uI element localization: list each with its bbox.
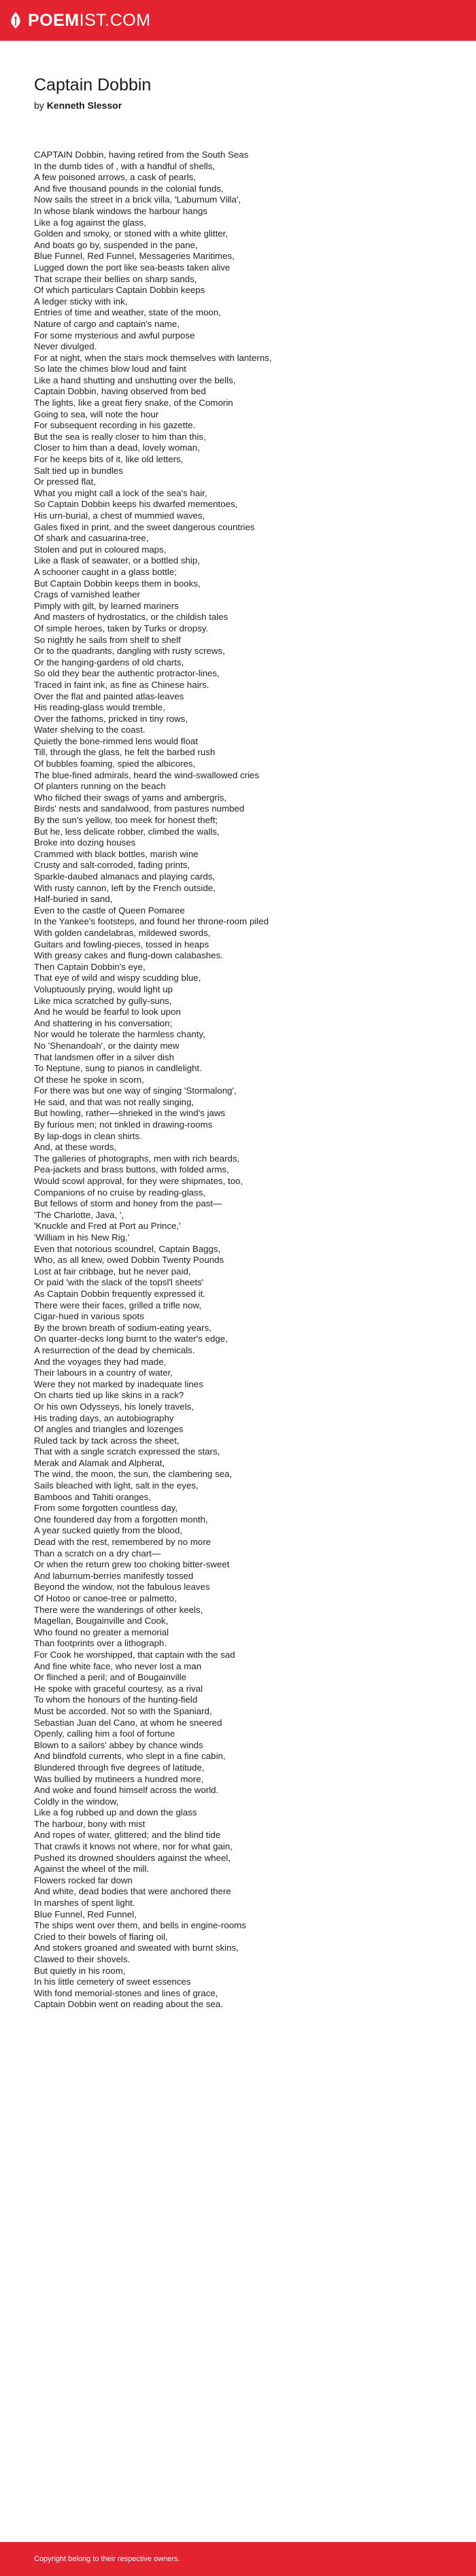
- poem-line: The wind, the moon, the sun, the clambering sea,: [34, 1469, 233, 1480]
- poem-line: With rusty cannon, left by the French outside,: [34, 882, 216, 893]
- poem-line: Against the wheel of the mill.: [34, 1864, 150, 1875]
- poem-line: For some mysterious and awful purpose: [34, 330, 195, 341]
- poem-line: In the Yankee's footsteps, and found her throne-room piled: [34, 916, 269, 927]
- poem-line: And laburnum-berries manifestly tossed: [34, 1570, 194, 1581]
- poem-line: Who, as all knew, owed Dobbin Twenty Pounds: [34, 1255, 224, 1266]
- poem-line: Pushed its drowned shoulders against the wheel,: [34, 1852, 231, 1863]
- poem-line: There were the wanderings of other keels,: [34, 1604, 203, 1615]
- poem-line: Or flinched a peril; and of Bougainville: [34, 1672, 186, 1683]
- poem-line: Merak and Alamak and Alpherat,: [34, 1457, 165, 1468]
- poem-line: No 'Shenandoah', or the dainty mew: [34, 1040, 180, 1051]
- poem-line: That scrape their bellies on sharp sands,: [34, 273, 197, 284]
- poem-line: Were they not marked by inadequate lines: [34, 1378, 203, 1389]
- by-label: by: [34, 100, 44, 111]
- poem-line: But fellows of storm and honey from the past—: [34, 1198, 222, 1209]
- poem-line: Companions of no cruise by reading-glass,: [34, 1187, 206, 1198]
- poem-line: What you might call a lock of the sea's hair,: [34, 487, 207, 498]
- poem-line: 'The Charlotte, Java, ',: [34, 1209, 124, 1220]
- poem-line: So Captain Dobbin keeps his dwarfed mementoes,: [34, 499, 238, 510]
- poem-line: And stokers groaned and sweated with burnt skins,: [34, 1943, 239, 1953]
- poem-line: Cried to their bowels of flaring oil,: [34, 1931, 168, 1942]
- poem-line: Clawed to their shovels.: [34, 1954, 131, 1964]
- poem-line: From some forgotten countless day,: [34, 1503, 178, 1514]
- poem-line: For at night, when the stars mock themselves with lanterns,: [34, 352, 272, 363]
- poem-line: And fine white face, who never lost a man: [34, 1660, 202, 1671]
- poem-line: To whom the honours of the hunting-field: [34, 1694, 198, 1705]
- poem-line: Even to the castle of Queen Pomaree: [34, 905, 185, 916]
- poem-line: Of planters running on the beach: [34, 781, 166, 792]
- poem-line: So late the chimes blow loud and faint: [34, 364, 186, 375]
- poem-line: And five thousand pounds in the colonial funds,: [34, 183, 224, 194]
- poem-line: A ledger sticky with ink,: [34, 296, 128, 307]
- poem-line: And white, dead bodies that were anchored there: [34, 1886, 231, 1897]
- poem-line: Half-buried in sand,: [34, 894, 113, 905]
- poem-line: Salt tied up in bundles: [34, 465, 123, 476]
- poem-line: Of angles and triangles and lozenges: [34, 1424, 184, 1435]
- poem-line: And shattering in his conversation;: [34, 1017, 173, 1028]
- poem-line: Than a scratch on a dry chart—: [34, 1548, 161, 1559]
- poem-line: Captain Dobbin went on reading about the sea.: [34, 1999, 223, 2010]
- poem-line: The lights, like a great fiery snake, of the Comorin: [34, 398, 233, 408]
- poem-line: That crawls it knows not where, nor for what gain,: [34, 1841, 233, 1852]
- logo-light-text: IST.COM: [79, 10, 151, 30]
- poem-line: Of shark and casuarina-tree,: [34, 533, 149, 544]
- poem-line: And ropes of water, glittered; and the blind tide: [34, 1830, 221, 1841]
- poem-line: Blundered through five degrees of latitude,: [34, 1762, 205, 1773]
- poem-line: On charts tied up like skins in a rack?: [34, 1390, 184, 1401]
- poem-line: Golden and smoky, or stoned with a white glitter,: [34, 228, 228, 239]
- logo-bold-text: POEM: [28, 10, 80, 30]
- poem-line: As Captain Dobbin frequently expressed it.: [34, 1288, 206, 1299]
- poem-line: There were their faces, grilled a trifle now,: [34, 1300, 202, 1310]
- poem-line: In his little cemetery of sweet essences: [34, 1977, 191, 1987]
- logo-wordmark: [28, 12, 151, 29]
- poem-line: Coldly in the window,: [34, 1796, 119, 1807]
- poem-body: [34, 150, 456, 2011]
- poem-line: And boats go by, suspended in the pane,: [34, 239, 198, 250]
- poem-line: Cigar-hued in various spots: [34, 1311, 144, 1322]
- poem-line: Openly, calling him a fool of fortune: [34, 1728, 175, 1739]
- poem-line: Crusty and salt-corroded, fading prints,: [34, 860, 190, 871]
- poem-line: But the sea is really closer to him than this,: [34, 431, 206, 442]
- poem-line: Stolen and put in coloured maps,: [34, 544, 167, 555]
- poem-line: That landsmen offer in a silver dish: [34, 1051, 174, 1062]
- poem-line: Like a fog against the glass,: [34, 217, 146, 228]
- poem-line: Never divulged.: [34, 341, 97, 352]
- poem-line: But howling, rather—shrieked in the wind's jaws: [34, 1108, 226, 1119]
- author-link[interactable]: Kenneth Slessor: [46, 100, 122, 111]
- poem-line: For there was but one way of singing 'Stormalong',: [34, 1085, 237, 1096]
- byline: [34, 99, 456, 111]
- poem-line: One foundered day from a forgotten month,: [34, 1514, 208, 1525]
- poem-line: Gales fixed in print, and the sweet dangerous countries: [34, 521, 255, 532]
- poem-line: His trading days, an autobiography: [34, 1412, 174, 1423]
- poem-line: Or his own Odysseys, his lonely travels,: [34, 1401, 194, 1412]
- poem-line: Dead with the rest, remembered by no more: [34, 1537, 211, 1548]
- poem-line: Of which particulars Captain Dobbin keeps: [34, 285, 205, 296]
- poem-line: And the voyages they had made,: [34, 1356, 167, 1367]
- poem-line: Sebastian Juan del Cano, at whom he sneered: [34, 1717, 222, 1728]
- poem-line: By the sun's yellow, too meek for honest theft;: [34, 815, 218, 826]
- poem-line: Captain Dobbin, having observed from bed: [34, 386, 206, 397]
- poem-line: Nor would he tolerate the harmless chanty,: [34, 1029, 205, 1040]
- poem-line: With golden candelabras, mildewed swords,: [34, 927, 211, 938]
- poem-line: Magellan, Bougainville and Cook,: [34, 1616, 169, 1626]
- poem-line: Over the flat and painted atlas-leaves: [34, 691, 184, 701]
- poem-content: [34, 75, 456, 2011]
- poem-line: Or paid 'with the slack of the topsl'l sheets': [34, 1277, 204, 1288]
- poem-line: His urn-burial, a chest of mummied waves,: [34, 510, 205, 521]
- poem-line: By the brown breath of sodium-eating years,: [34, 1322, 211, 1333]
- poem-line: Sails bleached with light, salt in the eyes,: [34, 1480, 199, 1491]
- poem-line: Of Hotoo or canoe-tree or palmetto,: [34, 1593, 177, 1603]
- poem-line: Birds' nests and sandalwood, from pastures numbed: [34, 803, 245, 814]
- poem-line: For he keeps bits of it, like old letters,: [34, 454, 184, 465]
- poem-line: Pimply with gilt, by learned mariners: [34, 600, 179, 611]
- poem-line: A year sucked quietly from the blood,: [34, 1525, 183, 1536]
- poem-line: The galleries of photographs, men with rich beards,: [34, 1153, 240, 1164]
- poem-line: Now sails the street in a brick villa, 'Laburnum Villa',: [34, 194, 241, 205]
- poem-line: That with a single scratch expressed the stars,: [34, 1446, 220, 1457]
- poem-line: Blue Funnel, Red Funnel, Messageries Maritimes,: [34, 251, 235, 262]
- poem-line: Or to the quadrants, dangling with rusty screws,: [34, 646, 225, 657]
- poem-line: But quietly in his room,: [34, 1965, 126, 1976]
- poem-line: Who found no greater a memorial: [34, 1626, 169, 1637]
- poem-line: A schooner caught in a glass bottle;: [34, 566, 177, 577]
- poem-line: For Cook he worshipped, that captain with the sad: [34, 1649, 235, 1660]
- poem-line: Would scowl approval, for they were shipmates, too,: [34, 1176, 243, 1187]
- poem-line: Than footprints over a lithograph.: [34, 1638, 167, 1649]
- poem-line: Was bullied by mutineers a hundred more,: [34, 1773, 204, 1784]
- poem-line: Pea-jackets and brass buttons, with folded arms,: [34, 1164, 229, 1175]
- poem-line: Like mica scratched by gully-suns,: [34, 995, 172, 1006]
- poem-line: In marshes of spent light.: [34, 1898, 135, 1909]
- poem-line: Over the fathoms, pricked in tiny rows,: [34, 713, 188, 724]
- poem-line: Blown to a sailors' abbey by chance winds: [34, 1739, 203, 1750]
- poem-line: For subsequent recording in his gazette.: [34, 420, 196, 431]
- poem-line: His reading-glass would tremble,: [34, 702, 165, 713]
- poem-title: Captain Dobbin: [34, 75, 152, 94]
- poem-line: Ruled tack by tack across the sheet,: [34, 1435, 180, 1446]
- poem-line: Going to sea, will note the hour: [34, 408, 159, 419]
- poem-line: A few poisoned arrows, a cask of pearls,: [34, 172, 196, 183]
- poem-line: Or the hanging-gardens of old charts,: [34, 657, 184, 667]
- poem-line: Crammed with black bottles, marish wine: [34, 848, 199, 859]
- poem-line: He spoke with graceful courtesy, as a rival: [34, 1683, 203, 1694]
- poem-line: On quarter-decks long burnt to the water's edge,: [34, 1334, 228, 1344]
- poem-line: Sparkle-daubed almanacs and playing cards,: [34, 871, 216, 882]
- poem-line: By lap-dogs in clean shirts.: [34, 1130, 142, 1141]
- poem-line: But Captain Dobbin keeps them in books,: [34, 578, 201, 589]
- poem-line: That eye of wild and wispy scudding blue,: [34, 973, 201, 984]
- poem-line: But he, less delicate robber, climbed the walls,: [34, 826, 220, 837]
- site-header: [0, 0, 476, 41]
- poem-line: Lost at fair cribbage, but he never paid,: [34, 1266, 191, 1276]
- poem-line: And he would be fearful to look upon: [34, 1007, 181, 1017]
- poem-line: With greasy cakes and flung-down calabashes.: [34, 950, 223, 961]
- poem-line: In whose blank windows the harbour hangs: [34, 205, 208, 216]
- poem-line: Beyond the window, not the fabulous leaves: [34, 1582, 210, 1592]
- poem-line: Broke into dozing houses: [34, 837, 136, 848]
- poem-line: Water shelving to the coast.: [34, 725, 146, 735]
- poem-line: Traced in faint ink, as fine as Chinese hairs.: [34, 679, 209, 690]
- poem-line: Of these he spoke in scorn,: [34, 1074, 144, 1085]
- poem-line: Like a fog rubbed up and down the glass: [34, 1807, 197, 1818]
- poem-line: Bamboos and Tahiti oranges,: [34, 1491, 151, 1502]
- poem-line: The blue-fined admirals, heard the wind-swallowed cries: [34, 769, 260, 780]
- poem-line: Like a hand shutting and unshutting over the bells,: [34, 375, 236, 385]
- poem-line: Closer to him than a dead, lovely woman,: [34, 442, 200, 453]
- poem-line: Lugged down the port like sea-beasts taken alive: [34, 262, 231, 273]
- poem-line: Till, through the glass, he felt the barbed rush: [34, 747, 216, 758]
- quill-pen-icon: [8, 12, 23, 29]
- poem-line: So nightly he sails from shelf to shelf: [34, 634, 181, 645]
- site-logo[interactable]: [8, 12, 151, 29]
- poem-line: Like a flask of seawater, or a bottled ship,: [34, 555, 200, 566]
- poem-line: 'Knuckle and Fred at Port au Prince,': [34, 1221, 181, 1232]
- poem-line: A resurrection of the dead by chemicals.: [34, 1344, 195, 1355]
- copyright-text: Copyright belong to their respective owners.: [34, 2555, 180, 2563]
- poem-line: Flowers rocked far down: [34, 1875, 133, 1885]
- poem-line: Their labours in a country of water,: [34, 1368, 173, 1378]
- poem-line: So old they bear the authentic protractor-lines,: [34, 668, 220, 679]
- poem-line: The ships went over them, and bells in engine-rooms: [34, 1920, 246, 1931]
- poem-line: 'William in his New Rig,': [34, 1232, 130, 1242]
- poem-line: Of bubbles foaming, spied the albicores,: [34, 759, 196, 769]
- poem-line: Entries of time and weather, state of the moon,: [34, 307, 221, 318]
- poem-line: Blue Funnel, Red Funnel,: [34, 1909, 137, 1919]
- poem-line: By furious men; not tinkled in drawing-rooms: [34, 1119, 213, 1130]
- poem-line: Then Captain Dobbin's eye,: [34, 961, 146, 972]
- poem-line: He said, and that was not really singing,: [34, 1096, 194, 1107]
- poem-line: With fond memorial-stones and lines of grace,: [34, 1987, 218, 1998]
- poem-line: Or when the return grew too choking bitter-sweet: [34, 1559, 230, 1570]
- poem-line: To Neptune, sung to pianos in candlelight.: [34, 1063, 202, 1074]
- site-footer: [0, 2542, 476, 2576]
- poem-line: And masters of hydrostatics, or the childish tales: [34, 612, 228, 623]
- poem-line: Even that notorious scoundrel, Captain Baggs,: [34, 1243, 221, 1254]
- poem-line: The harbour, bony with mist: [34, 1818, 146, 1829]
- poem-line: Guitars and fowling-pieces, tossed in heaps: [34, 939, 209, 950]
- poem-line: Of simple heroes, taken by Turks or dropsy.: [34, 623, 209, 633]
- poem-line: Nature of cargo and captain's name,: [34, 318, 180, 329]
- poem-line: Voluptuously prying, would light up: [34, 984, 173, 994]
- poem-line: And, at these words,: [34, 1142, 117, 1153]
- poem-line: Crags of varnished leather: [34, 589, 140, 600]
- poem-line: Who filched their swags of yams and ambergris,: [34, 792, 227, 803]
- poem-line: CAPTAIN Dobbin, having retired from the South Seas: [34, 150, 249, 160]
- poem-line: In the dumb tides of , with a handful of shells,: [34, 160, 216, 171]
- poem-line: Must be accorded. Not so with the Spaniard,: [34, 1705, 212, 1716]
- poem-line: And blindfold currents, who slept in a fine cabin,: [34, 1751, 226, 1762]
- poem-line: Or pressed flat,: [34, 476, 96, 487]
- poem-line: Quietly the bone-rimmed lens would float: [34, 735, 198, 746]
- poem-line: And woke and found himself across the world.: [34, 1785, 219, 1796]
